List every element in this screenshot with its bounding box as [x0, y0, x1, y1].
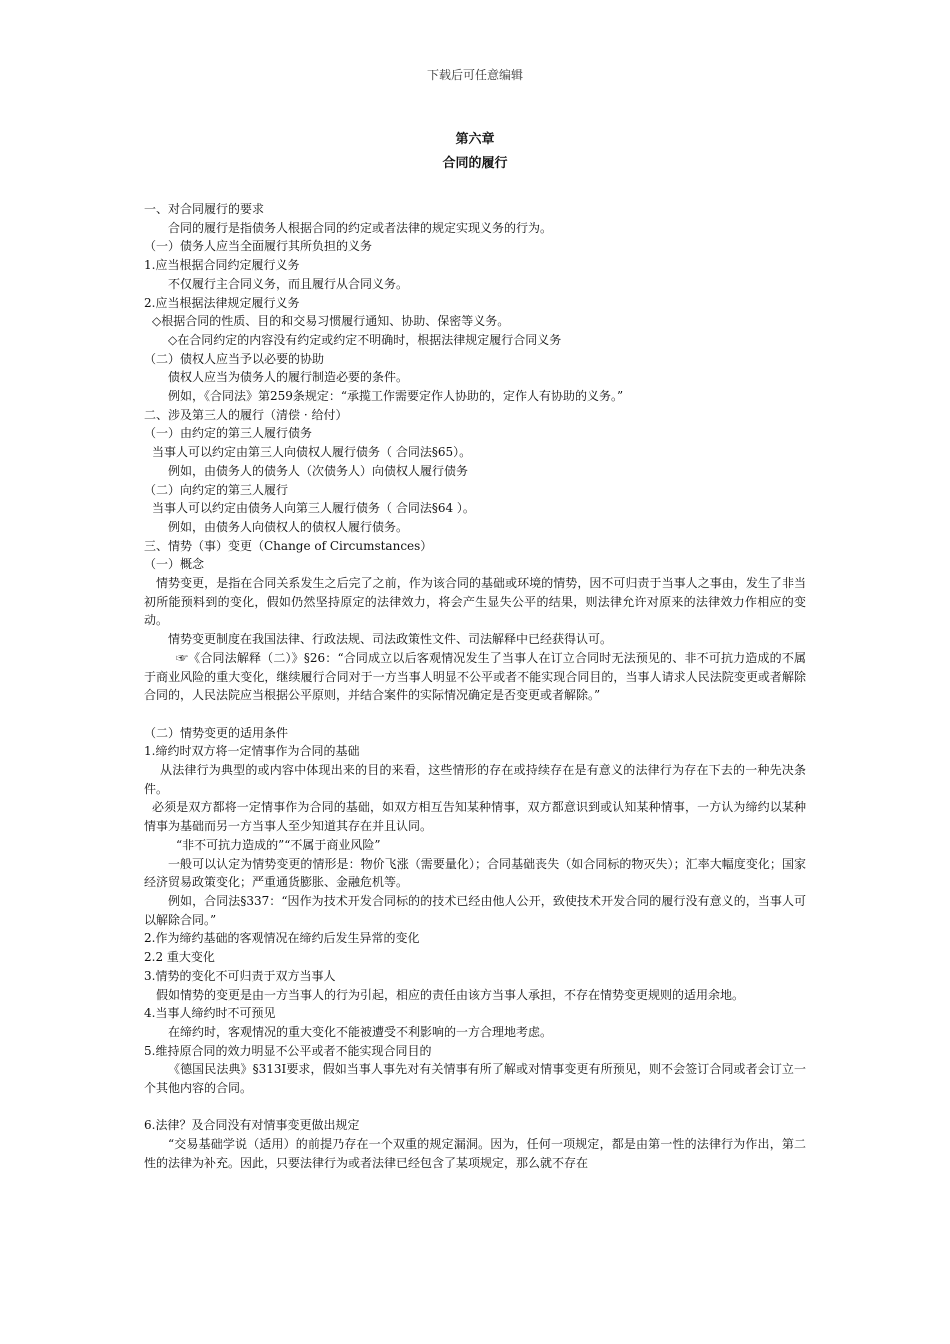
paragraph: 合同的履行是指债务人根据合同的约定或者法律的规定实现义务的行为。 [168, 220, 553, 235]
paragraph: 例如，由债务人向债权人的债权人履行债务。 [168, 519, 409, 534]
paragraph: 一般可以认定为情势变更的情形是：物价飞涨（需要量化）；合同基础丧失（如合同标的物灭失）；汇率大幅度变化；国家经济贸易政策变化；严重通货膨胀、金融危机等。 [144, 856, 806, 890]
subsection-heading: （二）向约定的第三人履行 [144, 482, 289, 497]
bullet-item: ◇在合同约定的内容没有约定或约定不明确时，根据法律规定履行合同义务 [168, 332, 562, 347]
subsection-heading: （一）由约定的第三人履行债务 [144, 426, 313, 441]
paragraph: 情势变更制度在我国法律、行政法规、司法政策性文件、司法解释中已经获得认可。 [168, 632, 613, 647]
chapter-title: 合同的履行 [442, 156, 508, 171]
section-heading-1: 一、对合同履行的要求 [144, 202, 265, 216]
subsection-heading: （一）概念 [144, 557, 205, 572]
paragraph: 例如，《合同法》第259条规定：“承揽工作需要定作人协助的，定作人有协助的义务。” [168, 389, 624, 404]
paragraph: 《德国民法典》§313I要求，假如当事人事先对有关情事有所了解或对情事变更有所预见，则不会签订合同或者会订立一个其他内容的合同。 [144, 1062, 806, 1096]
numbered-heading: 1.缔约时双方将一定情事作为合同的基础 [144, 744, 360, 759]
document-body [144, 200, 806, 1173]
spacer [144, 1098, 806, 1117]
paragraph: 不仅履行主合同义务，而且履行从合同义务。 [168, 276, 409, 291]
citation-paragraph: ☞《合同法解释（二）》§26：“合同成立以后客观情况发生了当事人在订立合同时无法预见的、非不可抗力造成的不属于商业风险的重大变化，继续履行合同对于一方当事人明显不公平或者不能实现合同目的，当事人请求人民法院变更或者解除合同的，人民法院应当根据公平原则，并结合案件的实际情况确定是否变更或者解除。” [144, 650, 806, 703]
paragraph: 从法律行为典型的或内容中体现出来的目的来看，这些情形的存在或持续存在是有意义的法律行为存在下去的一种先决条件。 [144, 763, 806, 796]
paragraph: 例如，合同法§337：“因作为技术开发合同标的的技术已经由他人公开，致使技术开发合同的履行没有意义的，当事人可以解除合同。” [144, 894, 806, 927]
numbered-heading: 5.维持原合同的效力明显不公平或者不能实现合同目的 [144, 1043, 432, 1058]
paragraph: “交易基础学说（适用）的前提乃存在一个双重的规定漏洞。因为，任何一项规定，都是由第一性的法律行为作出，第二性的法律为补充。因此，只要法律行为或者法律已经包含了某项规定，那么就不存在 [144, 1137, 806, 1170]
paragraph: 情势变更，是指在合同关系发生之后完了之前，作为该合同的基础或环境的情势，因不可归责于当事人之事由，发生了非当初所能预料到的变化，假如仍然坚持原定的法律效力，将会产生显失公平的结果，则法律允许对原来的法律效力作相应的变动。 [144, 576, 806, 628]
paragraph: 当事人可以约定由第三人向债权人履行债务（ 合同法§65）。 [152, 445, 472, 460]
subsection-heading: （二）情势变更的适用条件 [144, 725, 289, 740]
paragraph: 必须是双方都将一定情事作为合同的基础，如双方相互告知某种情事，双方都意识到或认知某种情事，一方认为缔约以某种情事为基础而另一方当事人至少知道其存在并且认同。 [144, 800, 806, 834]
spacer [144, 705, 806, 724]
paragraph: 当事人可以约定由债务人向第三人履行债务（ 合同法§64 ）。 [152, 501, 475, 516]
numbered-heading: 6.法律？及合同没有对情事变更做出规定 [144, 1118, 360, 1133]
numbered-heading: 1.应当根据合同约定履行义务 [144, 258, 300, 273]
section-heading-2: 二、涉及第三人的履行（清偿 · 给付） [144, 407, 348, 422]
numbered-heading: 2.应当根据法律规定履行义务 [144, 295, 300, 310]
paragraph: 债权人应当为债务人的履行制造必要的条件。 [168, 370, 409, 385]
paragraph: 假如情势的变更是由一方当事人的行为引起，相应的责任由该方当事人承担，不存在情势变更规则的适用余地。 [156, 987, 745, 1002]
subsection-heading: （二）债权人应当予以必要的协助 [144, 351, 325, 366]
subsection-heading: （一）债务人应当全面履行其所负担的义务 [144, 239, 373, 254]
numbered-heading: 3.情势的变化不可归责于双方当事人 [144, 968, 336, 983]
paragraph: 在缔约时，客观情况的重大变化不能被遭受不利影响的一方合理地考虑。 [168, 1024, 553, 1039]
section-heading-3: 三、情势（事）变更（Change of Circumstances） [144, 538, 433, 553]
chapter-heading: 第六章 [455, 132, 495, 147]
paragraph: 例如，由债务人的债务人（次债务人）向债权人履行债务 [168, 463, 469, 478]
numbered-heading: 4.当事人缔约时不可预见 [144, 1006, 276, 1021]
numbered-heading: 2.作为缔约基础的客观情况在缔约后发生异常的变化 [144, 931, 420, 946]
numbered-heading: 2.2 重大变化 [144, 950, 215, 965]
paragraph: “非不可抗力造成的”“不属于商业风险” [176, 837, 381, 852]
bullet-item: ◇根据合同的性质、目的和交易习惯履行通知、协助、保密等义务。 [152, 314, 510, 329]
page-header: 下载后可任意编辑 [426, 68, 523, 82]
